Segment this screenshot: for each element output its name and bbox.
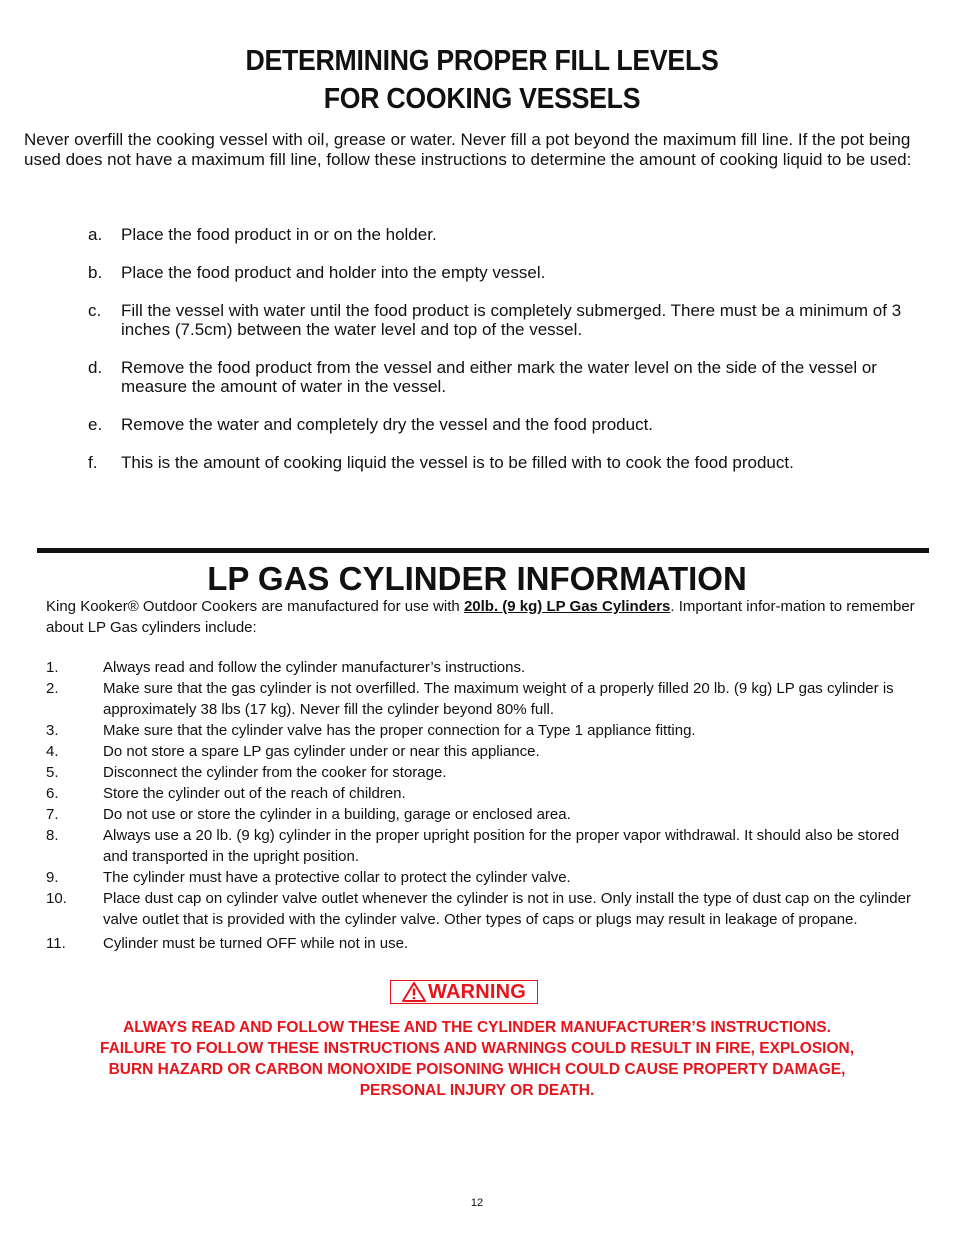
step-text: Fill the vessel with water until the food product is completely submerged. There must be a minimum of 3 inches (7.5cm) between the water level and top of the vessel.	[121, 301, 902, 339]
step-letter: b.	[88, 263, 103, 282]
list-text: Make sure that the cylinder valve has the proper connection for a Type 1 appliance fitting.	[103, 722, 696, 739]
fill-levels-title-line2: FOR COOKING VESSELS	[323, 83, 641, 115]
list-number: 8.	[46, 827, 59, 844]
warning-line: BURN HAZARD OR CARBON MONOXIDE POISONING WHICH COULD CAUSE PROPERTY DAMAGE,	[108, 1061, 846, 1078]
step-text: This is the amount of cooking liquid the vessel is to be filled with to cook the food product.	[121, 453, 794, 472]
list-item	[46, 762, 916, 783]
step-item	[88, 415, 908, 434]
list-text: Always read and follow the cylinder manufacturer’s instructions.	[103, 659, 526, 676]
step-item	[88, 358, 908, 396]
step-letter: a.	[88, 225, 103, 244]
step-text: Remove the food product from the vessel and either mark the water level on the side of the vessel or measure the amount of water in the vessel.	[121, 358, 877, 396]
fill-levels-intro: Never overfill the cooking vessel with oil, grease or water. Never fill a pot beyond the maximum fill line. If the pot being used does not have a maximum fill line, follow these instructions to determine the amount of cooking liquid to be used:	[24, 130, 912, 169]
fill-levels-title	[39, 42, 926, 118]
warning-line: ALWAYS READ AND FOLLOW THESE AND THE CYLINDER MANUFACTURER’S INSTRUCTIONS.	[123, 1019, 831, 1036]
list-text: Make sure that the gas cylinder is not overfilled. The maximum weight of a properly filled 20 lb. (9 kg) LP gas cylinder is approximately 38 lbs (17 kg). Never fill the cylinder beyond 80% full.	[103, 680, 894, 718]
list-item	[46, 867, 916, 888]
warning-line: FAILURE TO FOLLOW THESE INSTRUCTIONS AND WARNINGS COULD RESULT IN FIRE, EXPLOSION,	[99, 1040, 855, 1057]
list-item	[46, 783, 916, 804]
step-letter: c.	[88, 301, 102, 320]
lp-gas-title: LP GAS CYLINDER INFORMATION	[207, 560, 747, 597]
list-number: 7.	[46, 806, 59, 823]
list-number: 11.	[46, 935, 66, 952]
warning-label-box	[390, 980, 538, 1004]
lp-gas-intro-text-end: . Important infor-mation to remember about LP Gas cylinders include:	[46, 598, 915, 636]
list-item	[46, 657, 916, 678]
list-number: 4.	[46, 743, 59, 760]
list-text: Always use a 20 lb. (9 kg) cylinder in the proper upright position for the proper vapor withdrawal. It should also be stored and transported in the upright position.	[103, 827, 900, 865]
step-text: Remove the water and completely dry the vessel and the food product.	[121, 415, 654, 434]
list-item	[46, 933, 916, 954]
list-number: 9.	[46, 869, 59, 886]
cylinder-size-highlight: 20lb. (9 kg) LP Gas Cylinders	[463, 598, 671, 615]
section-divider	[37, 548, 929, 553]
warning-message	[0, 1017, 954, 1101]
cylinder-info-list	[46, 657, 916, 954]
list-text: The cylinder must have a protective collar to protect the cylinder valve.	[103, 869, 571, 886]
warning-line: PERSONAL INJURY OR DEATH.	[359, 1082, 595, 1099]
step-item	[88, 453, 908, 472]
list-number: 1.	[46, 659, 59, 676]
list-text: Store the cylinder out of the reach of children.	[103, 785, 406, 802]
list-text: Place dust cap on cylinder valve outlet whenever the cylinder is not in use. Only install the type of dust cap on the cylinder valve outlet that is provided with the cylinder valve. Other types of caps or plugs may result in leakage of propane.	[103, 890, 911, 928]
list-text: Cylinder must be turned OFF while not in use.	[103, 935, 409, 952]
step-letter: e.	[88, 415, 103, 434]
fill-levels-title-line1: DETERMINING PROPER FILL LEVELS	[245, 45, 719, 77]
warning-triangle-icon	[402, 982, 426, 1002]
lp-gas-intro-text: King Kooker® Outdoor Cookers are manufactured for use with	[46, 598, 464, 615]
list-text: Do not store a spare LP gas cylinder under or near this appliance.	[103, 743, 540, 760]
list-number: 10.	[46, 890, 67, 907]
list-item	[46, 741, 916, 762]
lp-gas-intro	[46, 596, 916, 638]
step-letter: d.	[88, 358, 103, 377]
warning-label: WARNING	[427, 981, 527, 1003]
list-item	[46, 825, 916, 867]
step-text: Place the food product and holder into the empty vessel.	[121, 263, 546, 282]
list-number: 3.	[46, 722, 59, 739]
step-item	[88, 225, 908, 244]
list-text: Do not use or store the cylinder in a building, garage or enclosed area.	[103, 806, 571, 823]
list-item	[46, 720, 916, 741]
page-number: 12	[470, 1197, 484, 1209]
step-text: Place the food product in or on the holder.	[121, 225, 437, 244]
step-item	[88, 263, 908, 282]
list-item	[46, 888, 916, 930]
list-number: 6.	[46, 785, 59, 802]
list-text: Disconnect the cylinder from the cooker for storage.	[103, 764, 447, 781]
step-item	[88, 301, 908, 339]
list-number: 2.	[46, 680, 59, 697]
list-item	[46, 804, 916, 825]
list-number: 5.	[46, 764, 59, 781]
step-letter: f.	[88, 453, 98, 472]
list-item	[46, 678, 916, 720]
